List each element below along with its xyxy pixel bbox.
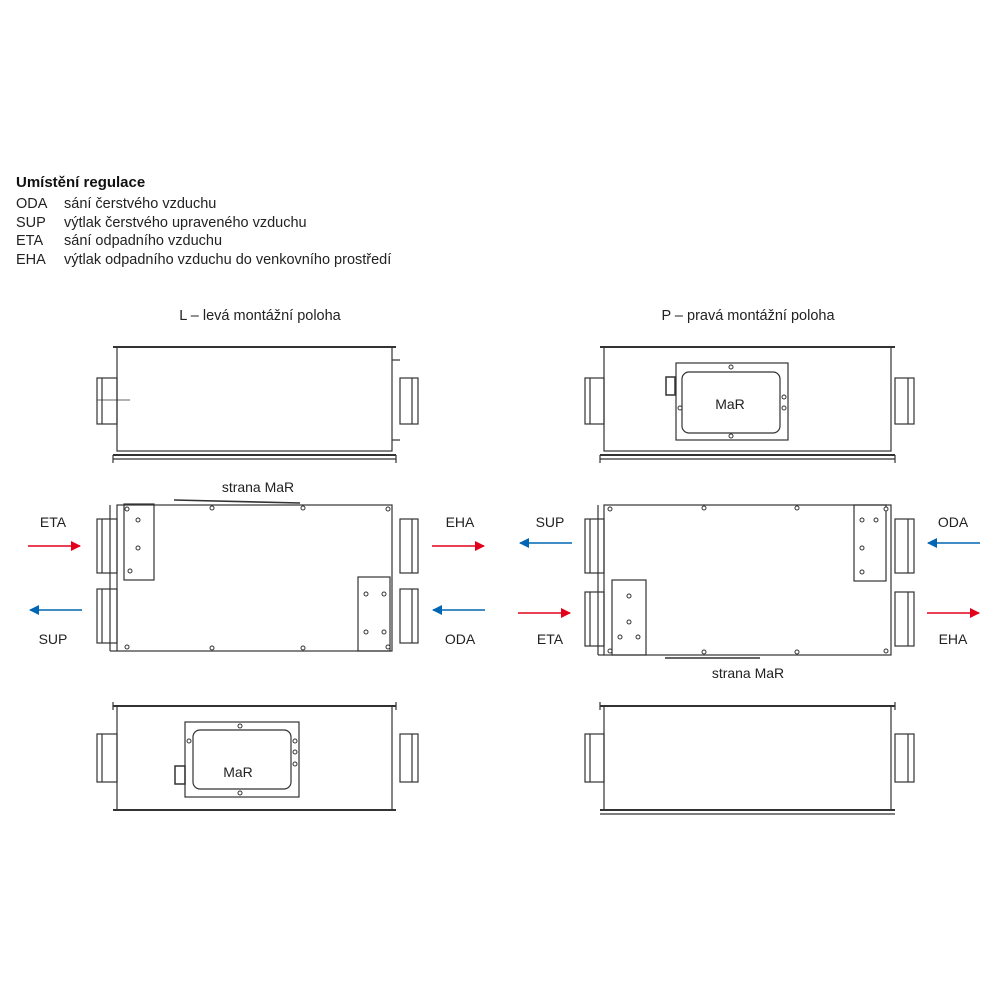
right-top-view	[585, 347, 914, 463]
legend-desc: výtlak odpadního vzduchu do venkovního prostředí	[64, 251, 392, 268]
legend-code: ODA	[16, 196, 48, 212]
right-plan-view	[585, 505, 914, 658]
label-left-bottom-right: ODA	[444, 631, 476, 647]
legend-desc: sání čerstvého vzduchu	[64, 196, 217, 212]
label-left-top-left: ETA	[39, 514, 67, 530]
legend-code: SUP	[16, 214, 46, 231]
left-bottom-bolts	[187, 724, 297, 795]
left-top-view	[97, 347, 418, 463]
label-right-bottom-right: EHA	[938, 631, 968, 647]
label-left-top-right: EHA	[445, 514, 475, 530]
left-title: L – levá montážní poloha	[179, 308, 341, 324]
left-panel-label: MaR	[223, 764, 253, 780]
left-bottom-view	[97, 702, 418, 810]
left-plan-bolts	[125, 506, 390, 650]
left-side-label: strana MaR	[221, 479, 295, 495]
right-side-label: strana MaR	[711, 665, 785, 681]
right-bottom-view	[585, 702, 914, 814]
label-left-bottom-left: SUP	[38, 631, 68, 647]
right-plan-bolts	[608, 506, 888, 654]
left-plan-view	[97, 500, 418, 651]
legend-desc: výtlak čerstvého upraveného vzduchu	[64, 214, 307, 231]
legend-desc: sání odpadního vzduchu	[64, 233, 223, 249]
legend-title: Umístění regulace	[16, 174, 146, 191]
right-title: P – pravá montážní poloha	[661, 308, 835, 324]
legend-code: ETA	[16, 233, 44, 249]
label-right-bottom-left: ETA	[536, 631, 564, 647]
label-right-top-right: ODA	[937, 514, 969, 530]
legend-code: EHA	[16, 251, 46, 268]
right-panel-label: MaR	[715, 396, 745, 412]
label-right-top-left: SUP	[535, 514, 565, 530]
